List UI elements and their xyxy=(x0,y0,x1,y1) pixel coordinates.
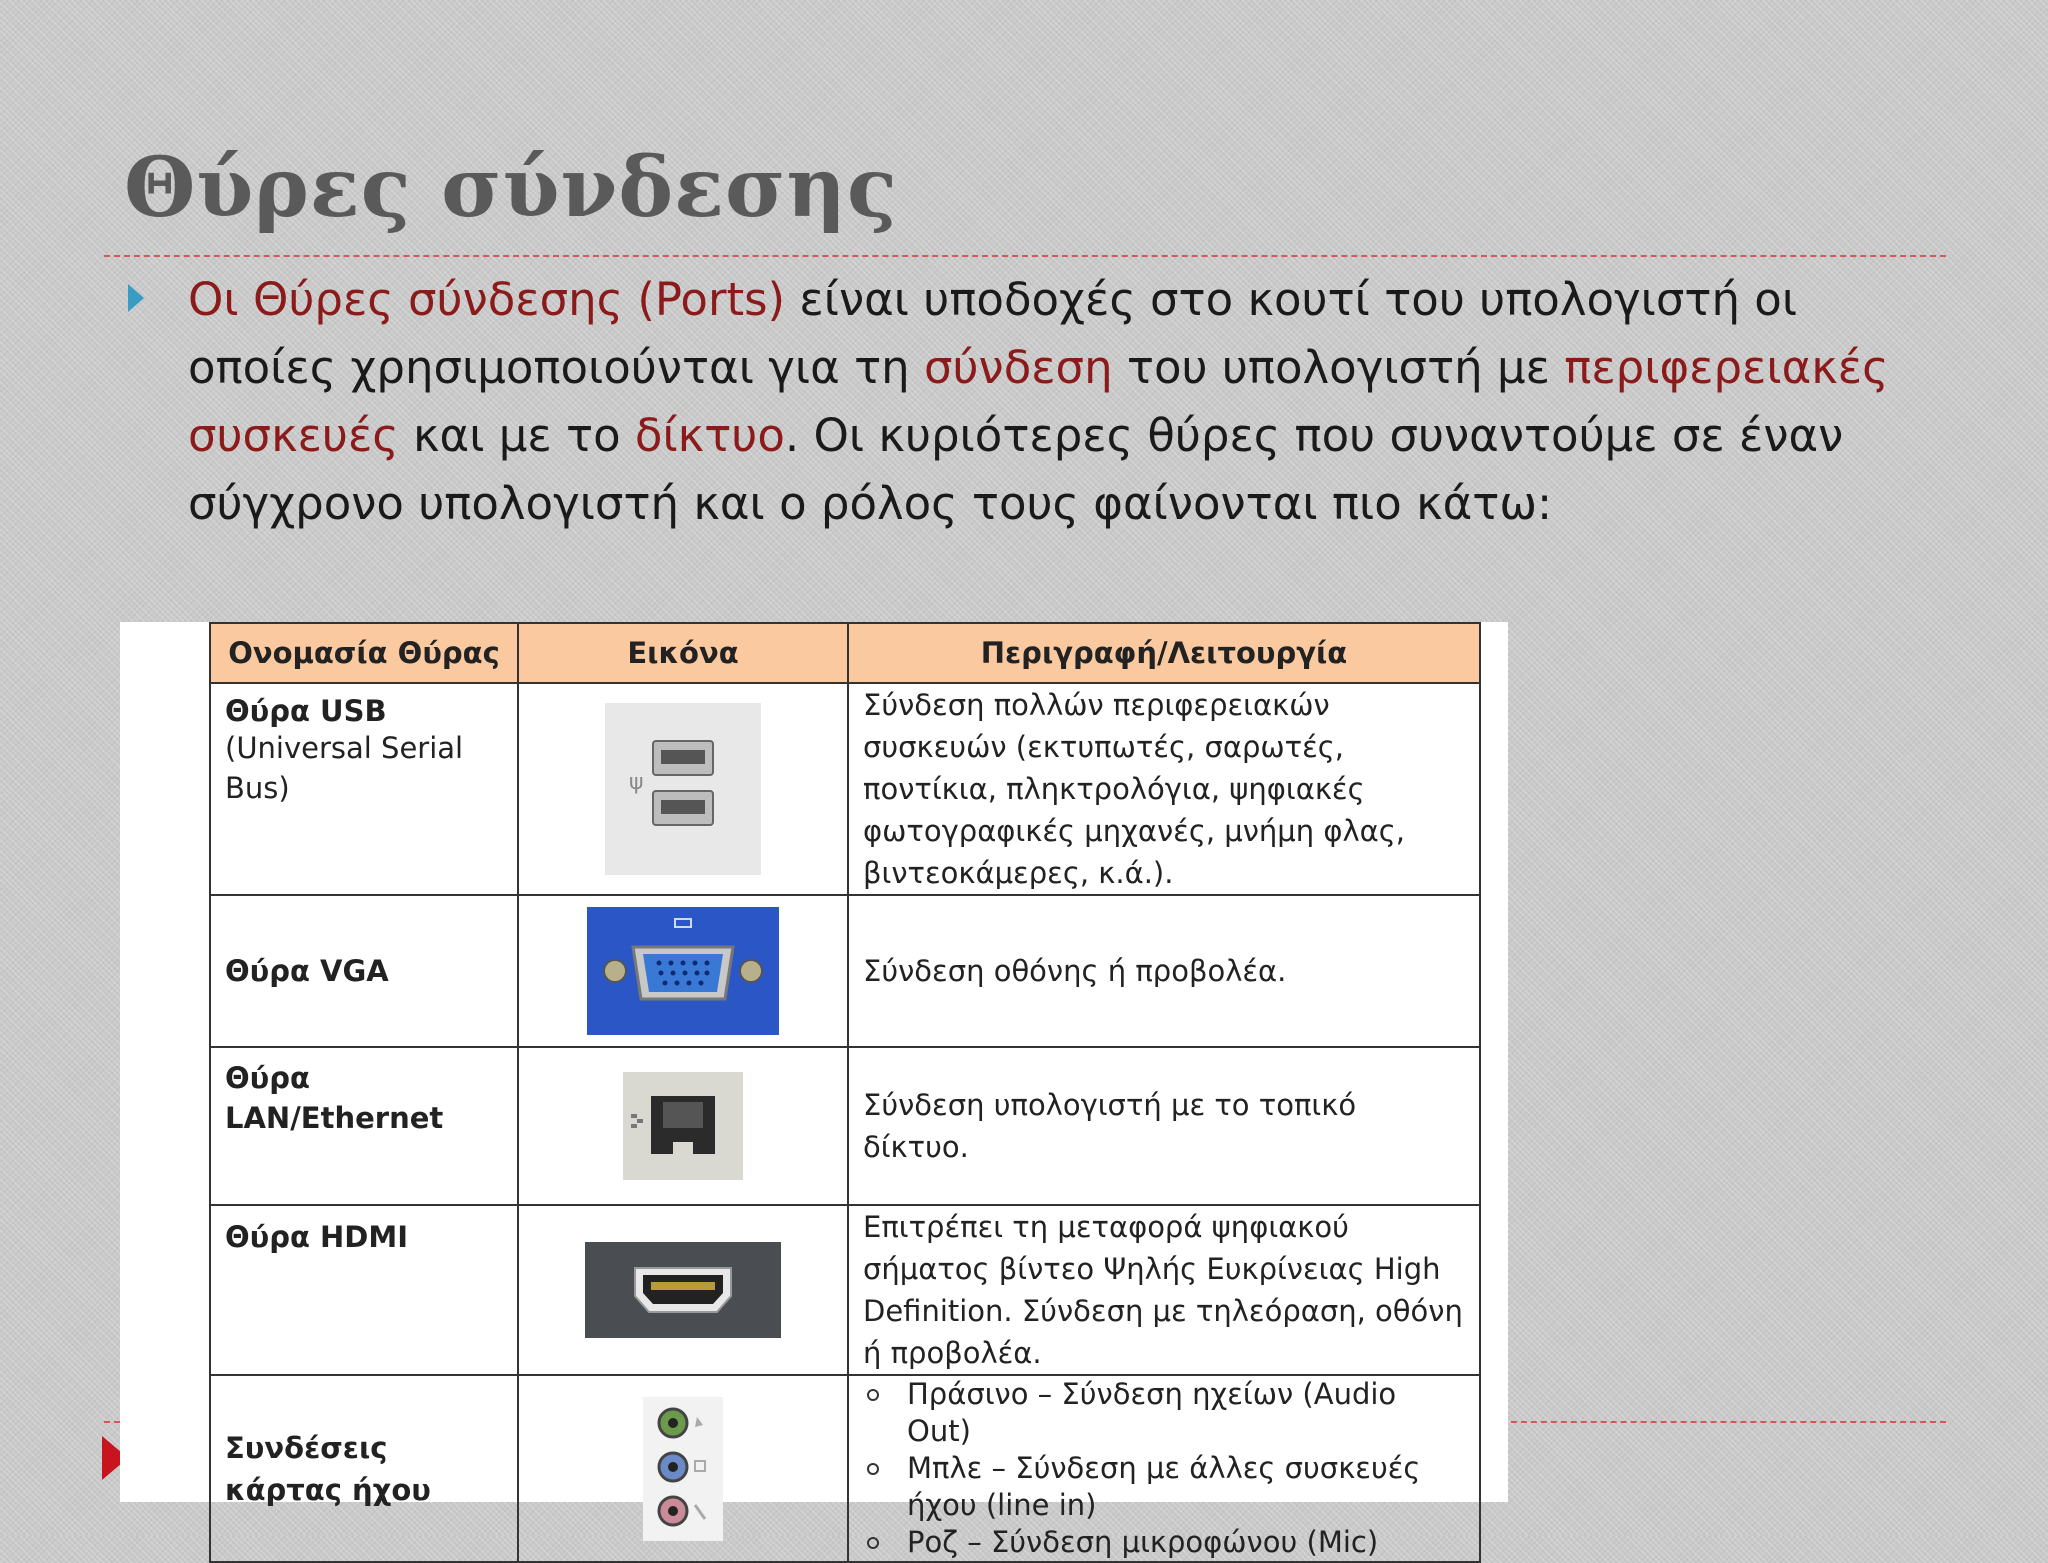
port-image-cell xyxy=(518,1205,848,1375)
header-port-name: Ονομασία Θύρας xyxy=(210,623,518,683)
table-row-ethernet xyxy=(210,1047,1480,1205)
paragraph-text-1: είναι υποδοχές στο κουτί του υπολογιστή οι οποίες χρησιμοποιούνται για τη xyxy=(188,273,1798,394)
port-description: Επιτρέπει τη μεταφορά ψηφιακού σήματος βίντεο Ψηλής Ευκρίνειας High Definition. Σύνδεση με τηλεόραση, οθόνη ή προβολέα. xyxy=(848,1205,1480,1375)
port-name: Θύρα USB xyxy=(225,694,387,728)
vga-port-image xyxy=(587,907,779,1035)
port-image-cell xyxy=(518,1047,848,1205)
paragraph-text-4: . Οι κυριότερες θύρες που συναντούμε σε έναν σύγχρονο υπολογιστή και ο ρόλος τους φαίνονται πιο κάτω: xyxy=(188,409,1844,530)
port-description: Σύνδεση οθόνης ή προβολέα. xyxy=(848,895,1480,1047)
svg-text:ψ: ψ xyxy=(629,770,644,795)
paragraph-text-2: του υπολογιστή με xyxy=(1112,341,1565,394)
table-row-hdmi xyxy=(210,1205,1480,1375)
port-image-cell xyxy=(518,683,848,895)
port-image-cell xyxy=(518,895,848,1047)
highlight-connection: σύνδεση xyxy=(924,341,1113,394)
list-item: Πράσινο – Σύνδεση ηχείων (Audio Out) xyxy=(863,1376,1465,1450)
ports-table-image xyxy=(120,622,1508,1559)
table-header-row xyxy=(210,623,1480,683)
port-image-cell xyxy=(518,1375,848,1562)
port-name-cell xyxy=(210,1205,518,1375)
intro-paragraph xyxy=(188,266,1948,538)
list-item: Μπλε – Σύνδεση με άλλες συσκευές ήχου (line in) xyxy=(863,1450,1465,1524)
paragraph-text-3: και με το xyxy=(398,409,635,462)
slide-title: Θύρες σύνδεσης xyxy=(124,140,898,236)
table-row-vga xyxy=(210,895,1480,1047)
port-description: Σύνδεση υπολογιστή με το τοπικό δίκτυο. xyxy=(848,1047,1480,1205)
hdmi-port-image xyxy=(585,1242,781,1338)
header-image: Εικόνα xyxy=(518,623,848,683)
ports-table xyxy=(209,622,1481,1563)
port-description: Σύνδεση πολλών περιφερειακών συσκευών (εκτυπωτές, σαρωτές, ποντίκια, πληκτρολόγια, ψηφιακές φωτογραφικές μηχανές, μνήμη φλας, βιντεοκάμερες, κ.ά.). xyxy=(848,683,1480,895)
audio-list xyxy=(863,1376,1465,1561)
port-name: Συνδέσεις κάρτας ήχου xyxy=(225,1430,431,1507)
port-name: Θύρα VGA xyxy=(225,954,389,988)
audio-jacks-image xyxy=(643,1397,723,1541)
port-name-cell xyxy=(210,895,518,1047)
port-name-cell xyxy=(210,683,518,895)
header-description: Περιγραφή/Λειτουργία xyxy=(848,623,1480,683)
ethernet-port-image xyxy=(623,1072,743,1180)
table-row-usb xyxy=(210,683,1480,895)
port-name: Θύρα LAN/Ethernet xyxy=(225,1061,444,1135)
highlight-ports: Οι Θύρες σύνδεσης (Ports) xyxy=(188,273,786,326)
table-row-audio xyxy=(210,1375,1480,1562)
port-name-cell xyxy=(210,1375,518,1562)
highlight-network: δίκτυο xyxy=(634,409,785,462)
port-name-cell xyxy=(210,1047,518,1205)
port-name: Θύρα HDMI xyxy=(225,1220,409,1254)
triangle-bullet-icon xyxy=(128,284,144,312)
title-divider xyxy=(104,255,1946,257)
list-item: Ροζ – Σύνδεση μικροφώνου (Mic) xyxy=(863,1524,1465,1561)
port-description xyxy=(848,1375,1480,1562)
highlight-peripherals: περιφερειακές συσκευές xyxy=(188,341,1889,462)
port-name-sub: (Universal Serial Bus) xyxy=(225,731,464,805)
usb-port-image xyxy=(605,703,761,875)
